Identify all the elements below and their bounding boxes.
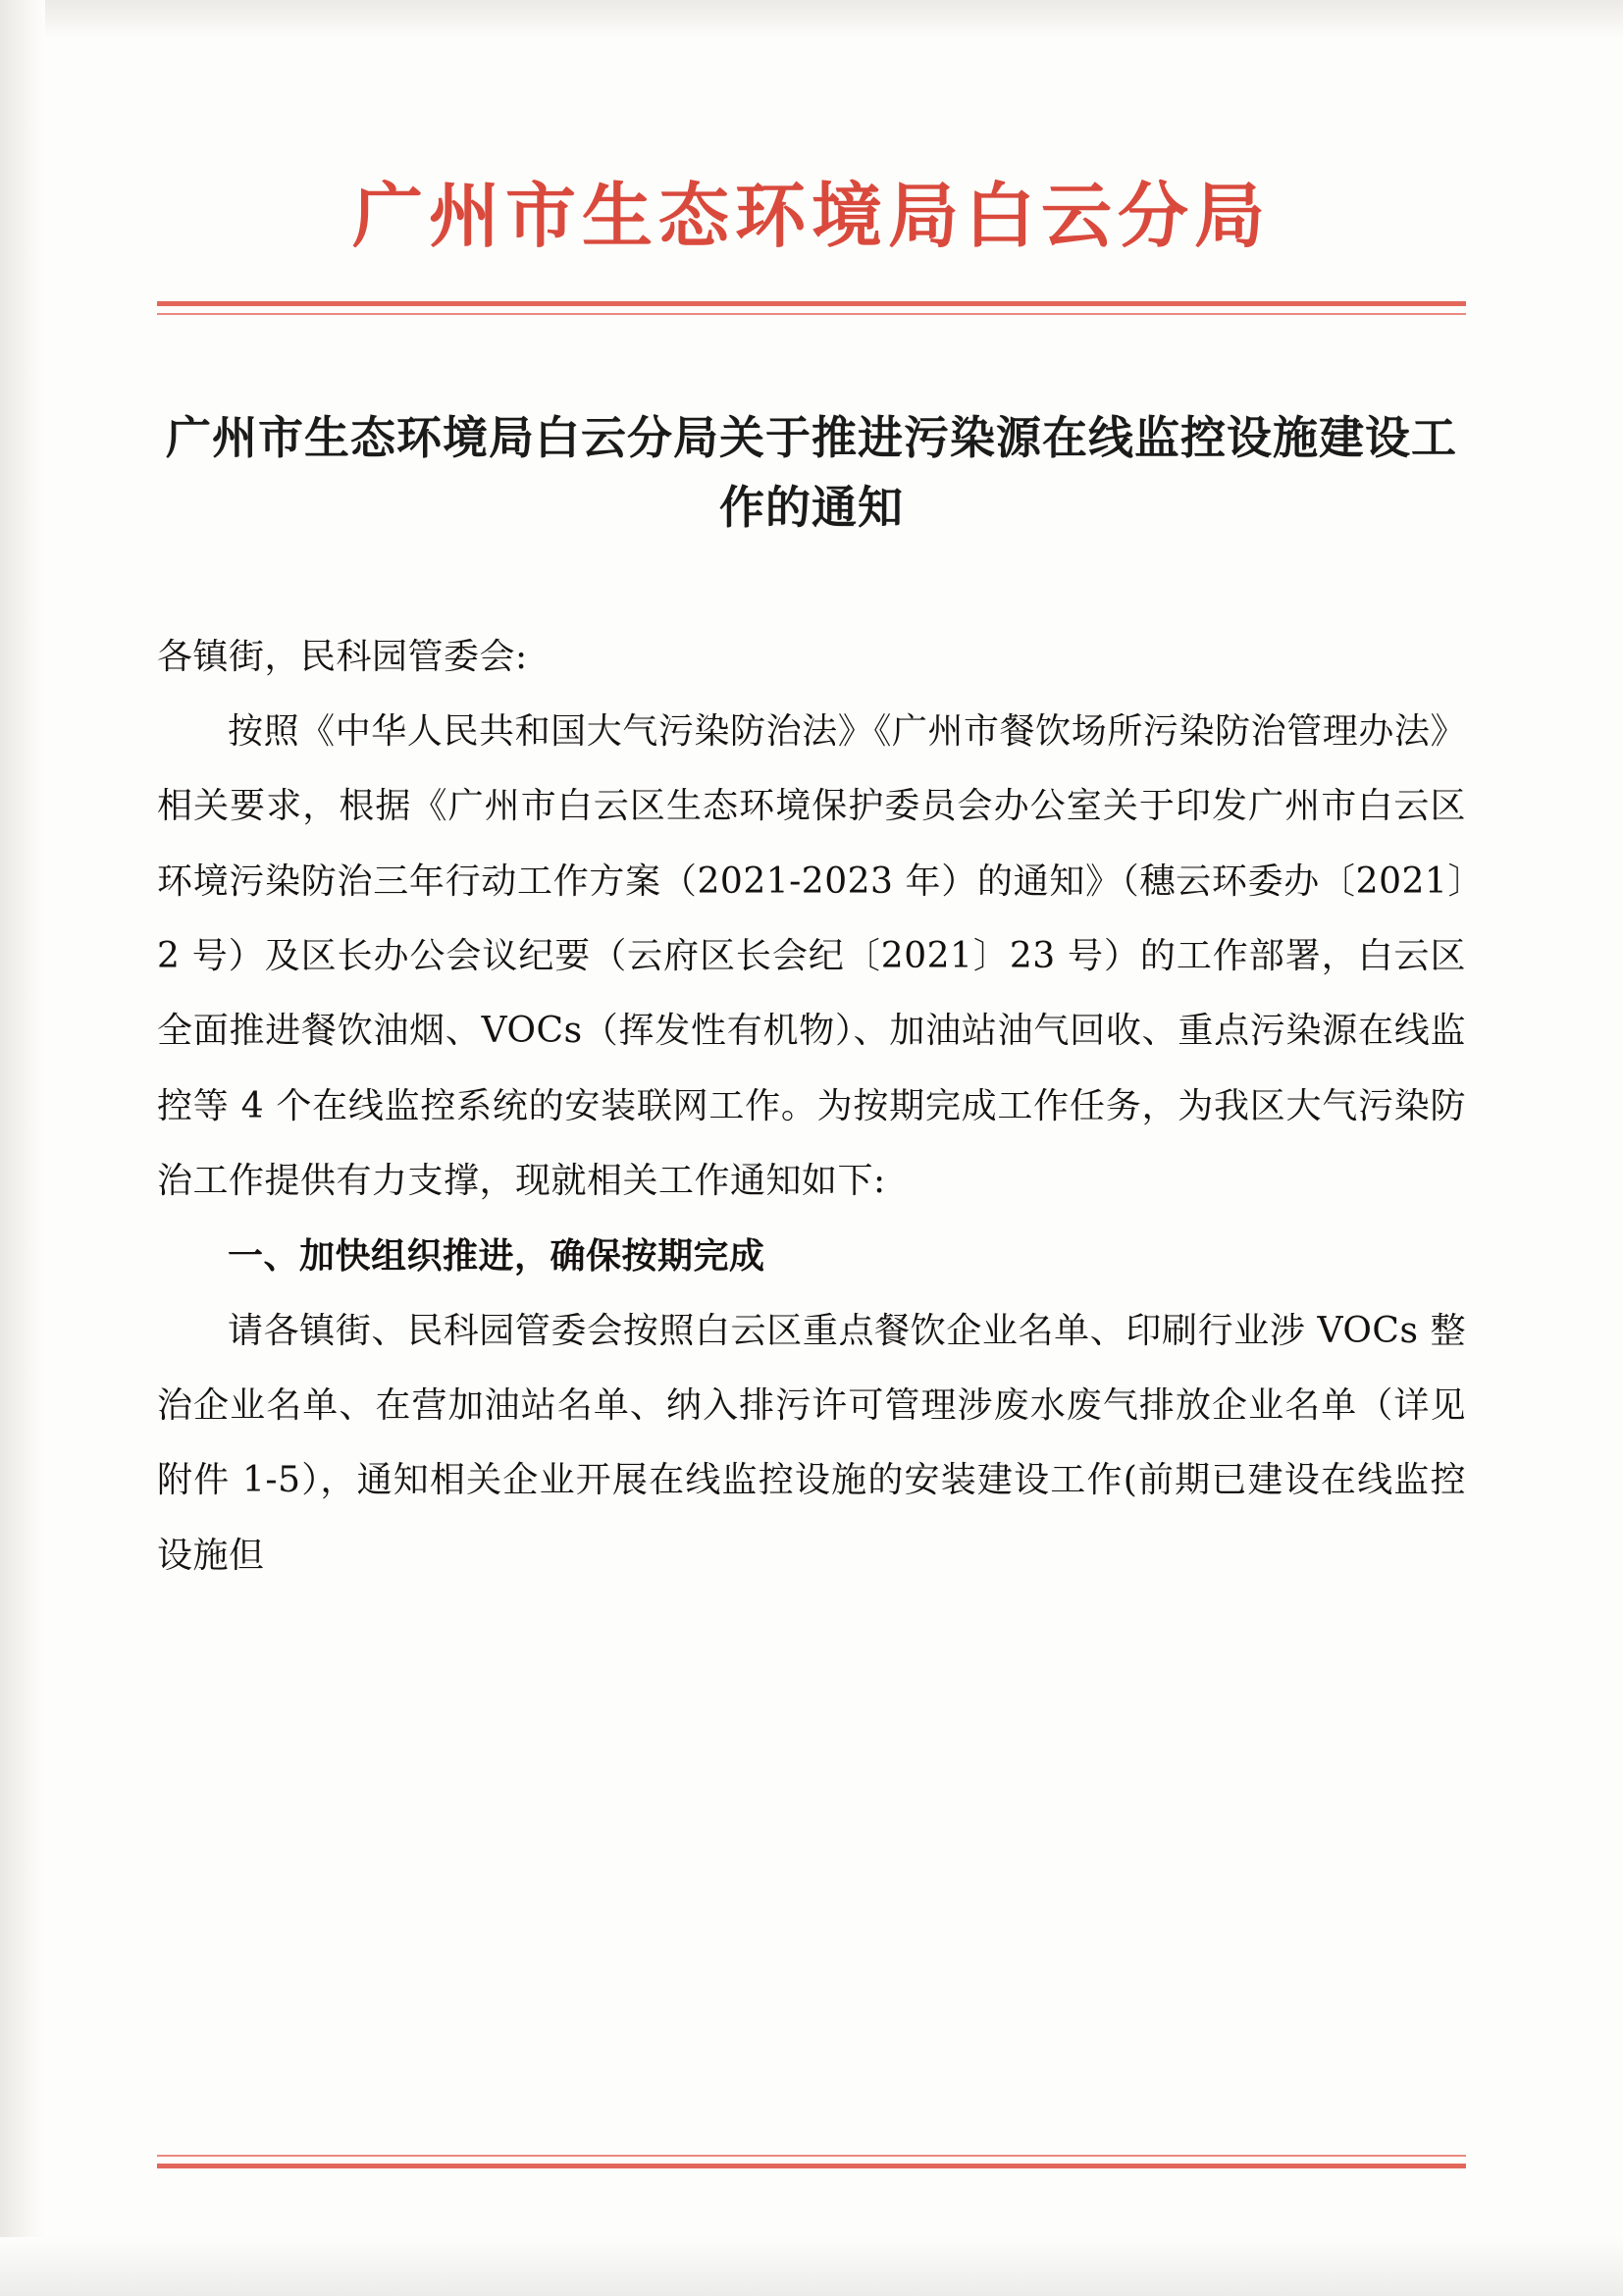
body-paragraph-1: 按照《中华人民共和国大气污染防治法》《广州市餐饮场所污染防治管理办法》相关要求，根据《广州市白云区生态环境保护委员会办公室关于印发广州市白云区环境污染防治三年行动工作方案（2021-2023 年）的通知》（穗云环委办〔2021〕2 号）及区长办公会议纪要（云府区长会纪〔2021〕23 号）的工作部署，白云区全面推进餐饮油烟、VOCs（挥发性有机物）、加油站油气回收、重点污染源在线监控等 4 个在线监控系统的安装联网工作。为按期完成工作任务，为我区大气污染防治工作提供有力支撑，现就相关工作通知如下: <box>157 711 1466 1201</box>
salutation: 各镇街，民科园管委会: <box>157 636 528 677</box>
header-divider <box>157 301 1466 315</box>
document-title: 广州市生态环境局白云分局关于推进污染源在线监控设施建设工作的通知 <box>166 411 1457 535</box>
issuing-agency-title: 广州市生态环境局白云分局 <box>351 174 1271 257</box>
header-divider-thick-line <box>157 301 1466 306</box>
footer-divider <box>157 2155 1466 2168</box>
masthead <box>157 0 1466 257</box>
document-body <box>157 620 1466 1593</box>
footer-divider-thick-line <box>157 2164 1466 2168</box>
paper-edge-bottom <box>0 2237 1623 2296</box>
section-heading-1: 一、加快组织推进，确保按期完成 <box>228 1235 765 1278</box>
footer-divider-thin-line <box>157 2155 1466 2157</box>
header-divider-thin-line <box>157 313 1466 315</box>
section-paragraph-1: 请各镇街、民科园管委会按照白云区重点餐饮企业名单、印刷行业涉 VOCs 整治企业名单、在营加油站名单、纳入排污许可管理涉废水废气排放企业名单（详见附件 1-5），通知相关企业开展在线监控设施的安装建设工作(前期已建设在线监控设施但 <box>157 1310 1466 1576</box>
